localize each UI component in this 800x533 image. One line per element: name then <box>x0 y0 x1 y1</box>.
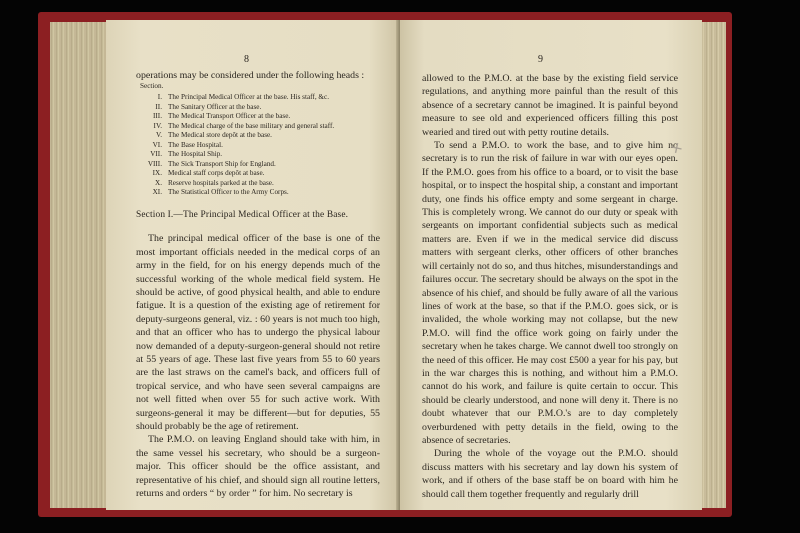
section-list-heading: Section. <box>140 82 164 91</box>
section-list <box>140 82 380 198</box>
page-edges-right <box>700 22 726 508</box>
body-paragraph: allowed to the P.M.O. at the base by the existing field service regulations, and anything more painful than the result of this absence of a secretary cannot be imagined. It is painful beyond measure to see old and experienced officers filling this post wearied and tired out with petty routine details. <box>422 73 678 138</box>
page-number: 8 <box>244 54 249 65</box>
page-number: 9 <box>538 54 543 65</box>
right-page <box>400 20 702 510</box>
right-page-text <box>422 72 678 501</box>
section-list-item: V. The Medical store depôt at the base. <box>155 131 272 140</box>
section-list-item: I. The Principal Medical Officer at the base. His staff, &c. <box>157 92 329 101</box>
body-paragraph: To send a P.M.O. to work the base, and to give him no secretary is to run the risk of failure in war with our eyes open. If the P.M.O. goes from his office to a board, or to visit the base hospital, or to inspect the hospital ship, a constant and important duty, one finds his office empty and some sergeant in charge. This is completely wrong. We cannot do our duty or speak with sergeants on important confidential subjects such as medical matters are. Even if we in the medical service did discuss matters with sergeant clerks, other officers of other branches will certainly not do so, and thus hitches, misunderstandings and failures occur. The secretary should be always on the spot in the absence of his chief, and should be fully aware of all the various lines of work at the base, so that if the P.M.O. goes sick, or is invalided, the whole working may not collapse, but the new P.M.O. will find the office work going on fairly under the secretary when he takes charge. We cannot dwell too strongly on the need of this officer. He may cost £500 a year for his pay, but in the war charges this is nothing, and without him a P.M.O. cannot do his work, and failure is quite certain to occur. This should be clearly understood, and none will deny it. There is no doubt whatever that our P.M.O.'s are to day completely overburdened with petty details in the field, owing to the absence of secretaries. <box>422 140 678 446</box>
section-list-item: VIII. The Sick Transport Ship for England. <box>147 159 276 168</box>
section-list-item: X. Reserve hospitals parked at the base. <box>155 178 274 187</box>
left-page-text <box>136 69 380 501</box>
section-list-item: II. The Sanitary Officer at the base. <box>155 102 262 111</box>
section-list-item: VI. The Base Hospital. <box>152 140 223 149</box>
section-heading: Section I.—The Principal Medical Officer at the Base. <box>136 209 349 220</box>
section-list-item: IV. The Medical charge of the base military and general staff. <box>153 121 335 130</box>
section-list-item: III. The Medical Transport Officer at the base. <box>153 112 291 121</box>
left-page <box>106 20 398 510</box>
body-paragraph: During the whole of the voyage out the P.M.O. should discuss matters with his secretary and lay down his system of work, and if others of the base staff be on board with him he should call them together frequently and regularly drill <box>422 448 678 500</box>
section-list-item: XI. The Statistical Officer to the Army Corps. <box>152 188 289 197</box>
page-edges-left <box>50 22 108 508</box>
body-paragraph: The P.M.O. on leaving England should take with him, in the same vessel his secretary, who should be a surgeon-major. This officer should be the office assistant, and representative of his chief, and should sign all routine letters, returns and orders “ by order ” for him. No secretary is <box>136 434 380 500</box>
lead-sentence: operations may be considered under the following heads : <box>136 70 365 81</box>
section-list-item: VII. The Hospital Ship. <box>150 150 223 159</box>
section-list-item: IX. Medical staff corps depôt at base. <box>152 169 265 178</box>
pencil-cross-mark-icon: + <box>668 136 686 159</box>
body-paragraph: The principal medical officer of the base is one of the most important officials needed in the medical corps of an army in the field, for on his energy depends much of the successful working of the whole medical field system. He should be active, of good physical health, and able to endure fatigue. It is a question of the existing age of retirement for deputy-surgeons general, viz. : 60 years is not much too high, and that an officer who has to undergo the physical labour now demanded of a deputy-surgeon-general should not retire at 55 years of age. These last five years from 55 to 60 years are the last straws on the camel's back, and officers full of tropical service, and who have seen several campaigns are not well fitted when over 55 for such active work. With surgeons-general it may be different—but for deputies, 55 should probably be the age of retirement. <box>136 233 380 433</box>
